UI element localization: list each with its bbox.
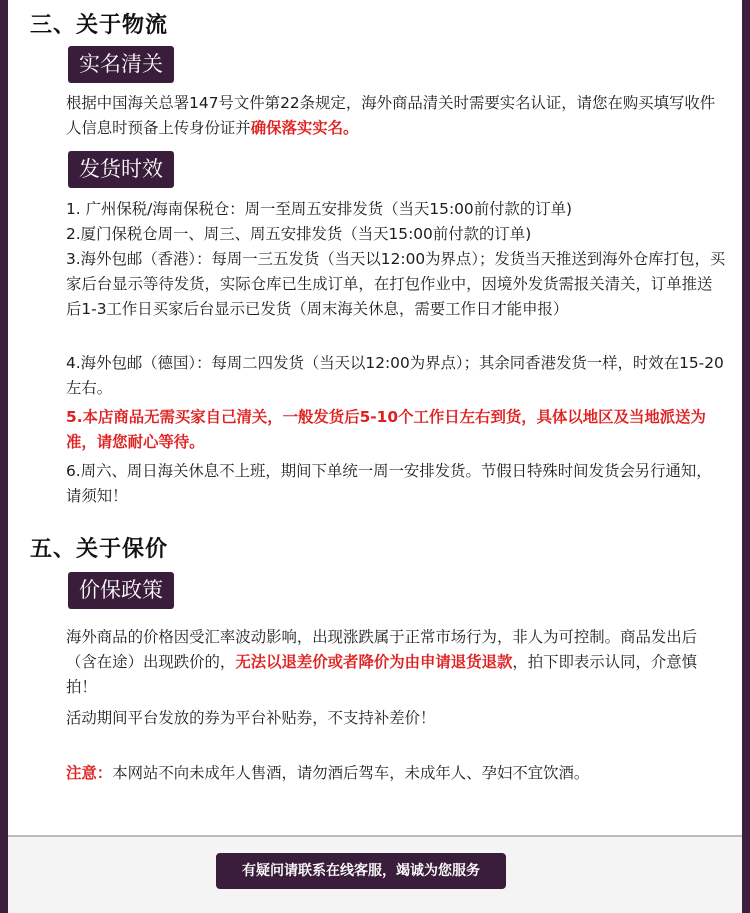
shipping-item-2: 2.厦门保税仓周一、周三、周五安排发货（当天15:00前付款的订单) [66, 225, 532, 243]
footer [8, 837, 742, 913]
tag-price-policy: 价保政策 [68, 572, 174, 609]
price-policy-highlight: 无法以退差价或者降价为由申请退货退款 [235, 653, 513, 671]
shipping-item-6: 6.周六、周日海关休息不上班，期间下单统一周一安排发货。节假日特殊时间发货会另行通知，请须知！ [66, 462, 712, 505]
shipping-item-1: 1. 广州保税/海南保税仓：周一至周五安排发货（当天15:00前付款的订单) [66, 200, 573, 218]
price-policy-text-end: ，拍下即表示认同，介意慎拍！ [66, 653, 698, 696]
notice-text: 本网站不向未成年人售酒，请勿酒后驾车，未成年人、孕妇不宜饮酒。 [112, 764, 590, 782]
real-name-highlight: 确保落实实名。 [250, 119, 359, 137]
shipping-item-3: 3.海外包邮（香港）：每周一三五发货（当天以12:00为界点）；发货当天推送到海外仓库打包，买家后台显示等待发货，实际仓库已生成订单，在打包作业中，因境外发货需报关清关，订单推送后1-3工作日买家后台显示已发货（周末海关休息，需要工作日才能申报） [66, 250, 726, 318]
content-page [8, 0, 742, 913]
customer-service-button[interactable]: 有疑问请联系在线客服，竭诚为您服务 [216, 853, 506, 889]
paragraph-alcohol-notice [66, 761, 726, 786]
notice-label: 注意： [66, 764, 113, 782]
paragraph-real-name [66, 91, 726, 141]
tag-real-name-clearance: 实名清关 [68, 46, 174, 83]
section-title-logistics: 三、关于物流 [30, 13, 169, 38]
price-policy-text: 海外商品的价格因受汇率波动影响，出现涨跌属于正常市场行为，非人为可控制。商品发出后（含在途）出现跌价的， [66, 628, 698, 671]
section-title-price-protection: 五、关于保价 [30, 537, 169, 562]
paragraph-price-policy [66, 625, 726, 700]
real-name-text: 根据中国海关总署147号文件第22条规定，海外商品清关时需要实名认证，请您在购买填写收件人信息时预备上传身份证并 [66, 94, 716, 137]
tag-shipping-time: 发货时效 [68, 151, 174, 188]
shipping-item-5: 5.本店商品无需买家自己清关，一般发货后5-10个工作日左右到货，具体以地区及当地派送为准，请您耐心等待。 [66, 408, 706, 451]
shipping-item-4: 4.海外包邮（德国）：每周二四发货（当天以12:00为界点）；其余同香港发货一样，时效在15-20左右。 [66, 354, 724, 397]
paragraph-coupon: 活动期间平台发放的券为平台补贴券，不支持补差价！ [66, 709, 436, 727]
